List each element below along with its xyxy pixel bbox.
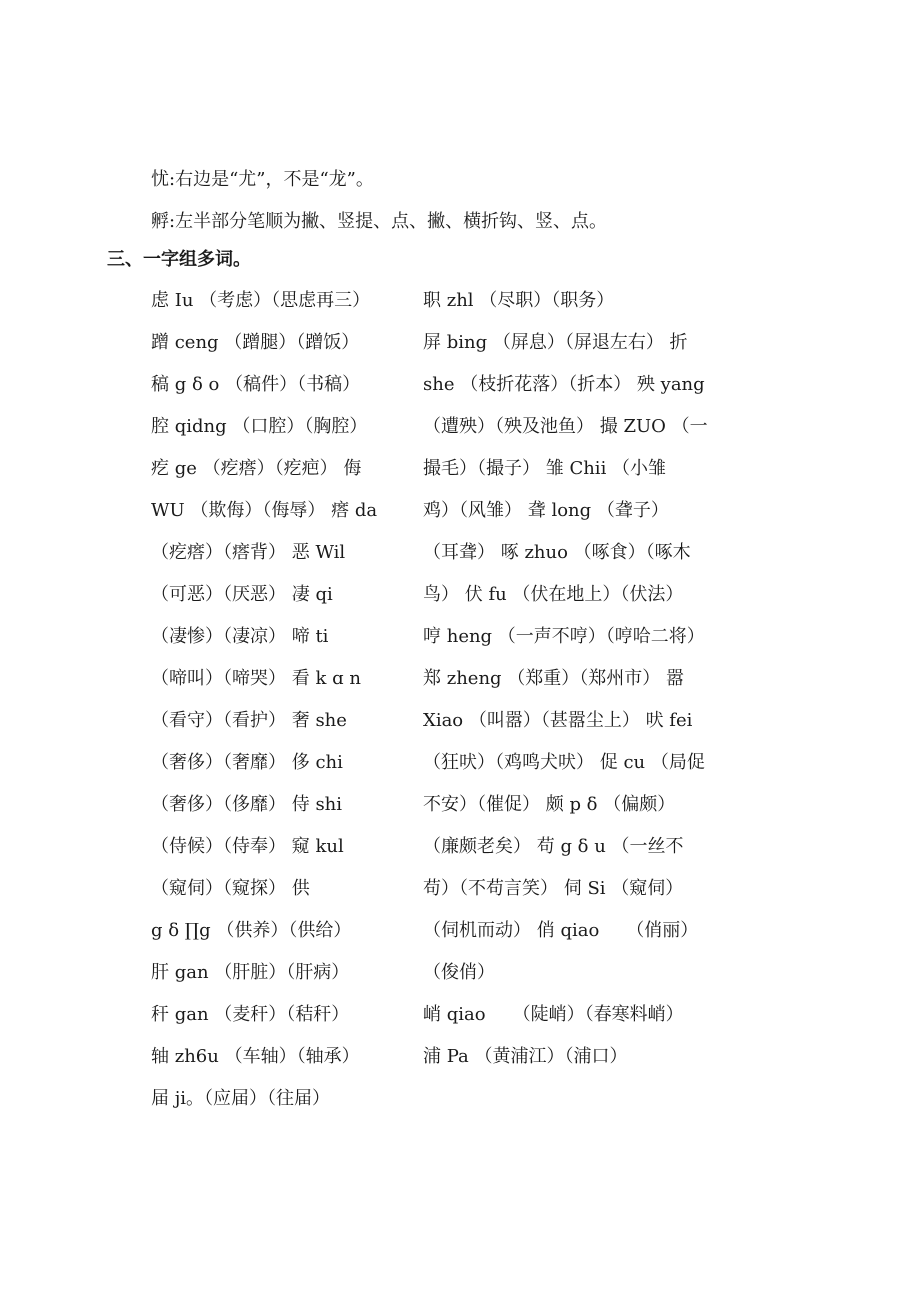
right-row: she （枝折花落）（折本） 殃 yang — [423, 374, 705, 395]
right-row: 屏 bing （屏息）（屏退左右） 折 — [423, 332, 688, 353]
note-line-1: 忧:右边是“尤”，不是“龙”。 — [151, 169, 374, 190]
left-row: （侍候）（侍奉） 窥 kul — [151, 836, 344, 857]
left-row: （疙瘩）（瘩背） 恶 Wil — [151, 542, 346, 563]
left-row: 届 ji。（应届）（往届） — [151, 1088, 331, 1109]
left-row: 轴 zh6u （车轴）（轴承） — [151, 1046, 360, 1067]
left-row: WU （欺侮）（侮辱） 瘩 da — [151, 500, 378, 521]
note-line-2: 孵:左半部分笔顺为撇、竖提、点、撇、横折钩、竖、点。 — [151, 211, 608, 232]
left-row: （奢侈）（侈靡） 侍 shi — [151, 794, 343, 815]
right-row: 鸟） 伏 fu （伏在地上）（伏法） — [423, 584, 684, 605]
left-row: 腔 qidng （口腔）（胸腔） — [151, 416, 368, 437]
left-row: 虑 Iu （考虑）（思虑再三） — [151, 290, 371, 311]
right-row: （耳聋） 啄 zhuo （啄食）（啄木 — [423, 542, 691, 563]
section-heading: 三、一字组多词。 — [107, 249, 251, 270]
left-row: 肝 gan （肝脏）（肝病） — [151, 962, 350, 983]
right-row: 不安）（催促） 颇 p δ （偏颇） — [423, 794, 676, 815]
right-row: 哼 heng （一声不哼）（哼哈二将） — [423, 626, 705, 647]
right-row: 苟）（不苟言笑） 伺 Si （窥伺） — [423, 878, 684, 899]
left-row: （奢侈）（奢靡） 侈 chi — [151, 752, 343, 773]
left-row: （窥伺）（窥探） 供 — [151, 878, 310, 899]
right-row: （俊俏） — [423, 962, 495, 983]
left-row: （可恶）（厌恶） 凄 qi — [151, 584, 333, 605]
right-row: 职 zhl （尽职）（职务） — [423, 290, 615, 311]
right-row: 鸡）（风雏） 聋 long （聋子） — [423, 500, 669, 521]
right-row: 浦 Pa （黄浦江）（浦口） — [423, 1046, 628, 1067]
left-row: （凄惨）（凄凉） 啼 ti — [151, 626, 329, 647]
left-row: 疙 ge （疙瘩）（疙疤） 侮 — [151, 458, 362, 479]
right-row: 撮毛）（撮子） 雏 Chii （小雏 — [423, 458, 667, 479]
left-row: 秆 gan （麦秆）（秸秆） — [151, 1004, 350, 1025]
left-row: g δ ∏g （供养）（供给） — [151, 920, 352, 941]
right-row: Xiao （叫嚣）（甚嚣尘上） 吠 fei — [423, 710, 693, 731]
right-row: 郑 zheng （郑重）（郑州市） 嚣 — [423, 668, 685, 689]
right-row: （廉颇老矣） 苟 g δ u （一丝不 — [423, 836, 684, 857]
left-row: （看守）（看护） 奢 she — [151, 710, 347, 731]
right-row: （狂吠）（鸡鸣犬吠） 促 cu （局促 — [423, 752, 705, 773]
right-row: 峭 qiao （陡峭）（春寒料峭） — [423, 1004, 684, 1025]
right-row: （伺机而动） 俏 qiao （俏丽） — [423, 920, 699, 941]
left-word-column — [151, 288, 401, 1128]
left-row: 稿 g δ o （稿件）（书稿） — [151, 374, 361, 395]
left-row: （啼叫）（啼哭） 看 k ɑ n — [151, 668, 361, 689]
left-row: 蹭 ceng （蹭腿）（蹭饭） — [151, 332, 360, 353]
right-row: （遭殃）（殃及池鱼） 撮 ZUO （一 — [423, 416, 708, 437]
right-word-column — [423, 288, 743, 1086]
